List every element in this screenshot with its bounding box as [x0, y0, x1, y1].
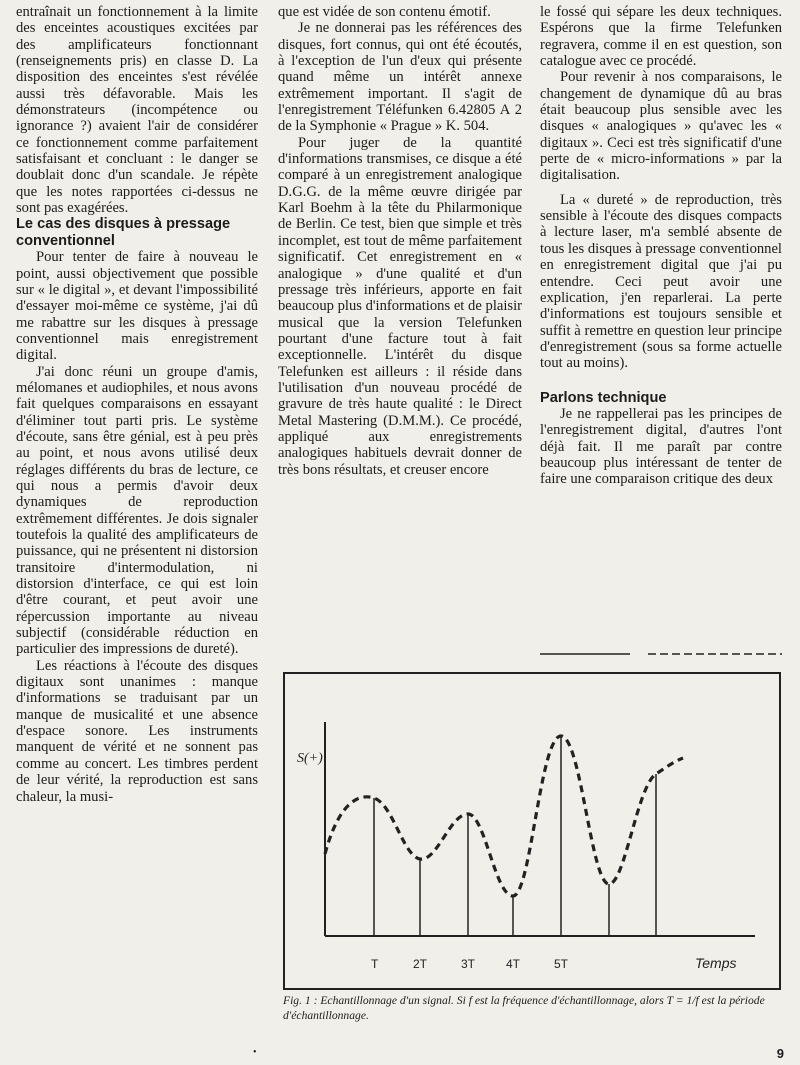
tick-label: 2T [413, 957, 428, 971]
paragraph: Pour juger de la quantité d'informations transmises, ce disque a été comparé à un enregistrement analogique D.G.G. de la même œuvre dirigée par Karl Boehm à la tête du Philarmonique de Berlin. Ce test, bien que simple et très incomplet, est tout de même parfaitement significatif. Cet enregistrement en « analogique » d'une qualité et d'un pressage très inférieurs, apporte en fait beaucoup plus d'informations et de plaisir musical que la version Telefunken pourtant d'une facture tout à fait exceptionnelle. L'intérêt du disque Telefunken est ailleurs : il réside dans l'utilisation d'un nouveau procédé de gravure de très haute qualité : le Direct Metal Mastering (D.M.M.). Ce procédé, appliqué aux enregistrements analogiques habituels devrait donner de très bons résultats, et creuser encore [278, 134, 522, 478]
tick-label: 4T [506, 957, 521, 971]
tick-label: 5T [554, 957, 569, 971]
paragraph: Je ne rappellerai pas les principes de l'enregistrement digital, d'autres l'ont déjà fait. Il me paraît par contre beaucoup plus intéressant de tenter de faire une comparaison critique des deux [540, 405, 782, 488]
sampling-figure [283, 672, 781, 990]
paragraph: La « dureté » de reproduction, très sensible à l'écoute des disques compacts à lecture laser, m'a semblé absente de tous les disques à pressage conventionnel en enregistrement digital que j'ai pu entendre. Ceci peut avoir une explication, j'en reparlerai. La perte d'informations est toujours sensible et suffit à remettre en question leur principe d'enregistrement (sous sa forme actuelle tout au moins). [540, 191, 782, 372]
y-axis-label: S(+) [297, 751, 323, 766]
page-number: 9 [776, 1046, 784, 1061]
paragraph: que est vidée de son contenu émotif. [278, 4, 491, 20]
paragraph: entraînait un fonctionnement à la limite des enceintes acoustiques excitées par des amplificateurs fonctionnant (renseignements pris) en classe D. La disposition des enceintes s'est révélée aussi très défavorable. Mais les démonstrateurs (incompétence ou ignorance ?) avaient l'air de considérer ce fonctionnement comme parfaitement satisfaisant et concluant : le danger se doublait donc d'un scandale. Je répète que les notes rapportées ci-dessus ne sont pas exagérées. [16, 4, 258, 217]
sampling-diagram [285, 674, 779, 988]
paragraph: J'ai donc réuni un groupe d'amis, mélomanes et audiophiles, et nous avons fait quelques comparaisons en essayant d'éliminer tout parti pris. Le système d'écoute, sans être génial, est à peu près au point, et nous avons utilisé deux réglages différents du bras de lecture, ce qui nous a permis d'avoir deux dynamiques de reproduction extrêmement différentes. Je dois signaler toutefois la qualité des amplificateurs de puissance, qui ne présentent ni distorsion transitoire d'intermodulation, ni distorsion d'interface, ce qui est loin d'être courant, et peut avoir une répercussion importante au niveau subjectif (considérable réduction en particulier des impressions de dureté). [16, 363, 258, 658]
text-column-1 [16, 4, 258, 805]
paragraph: Pour revenir à nos comparaisons, le changement de dynamique dû au bras était beaucoup plus sensible avec les disques « analogiques » qu'avec les « digitaux ». Ceci est très significatif d'une perte de « micro-informations » par la digitalisation. [540, 69, 782, 184]
paragraph: Je ne donnerai pas les références des disques, fort connus, qui ont été écoutés, à l'exception de l'un d'eux qui présente quand même un intérêt annexe extrêmement important. Il s'agit de l'enregistrement Téléfunken 6.42805 A 2 de la Symphonie « Prague » K. 504. [278, 20, 522, 135]
paragraph: Pour tenter de faire à nouveau le point, aussi objectivement que possible sur « le digital », et devant l'impossibilité d'essayer moi-même ce système, j'ai dû me rabattre sur les disques à pressage conventionnel mais enregistrement digital. [16, 249, 258, 364]
paragraph: le fossé qui sépare les deux techniques. Espérons que la firme Telefunken regravera, comme il en est question, son catalogue avec ce procédé. [540, 4, 782, 70]
dashed-separator [540, 652, 782, 656]
section-heading: Le cas des disques à pressage conventionnel [16, 216, 231, 249]
text-column-3 [540, 4, 782, 488]
section-heading: Parlons technique [540, 389, 667, 406]
tick-label: T [371, 957, 379, 971]
tick-label: 3T [461, 957, 476, 971]
signal-curve [325, 736, 683, 896]
x-axis-label: Temps [695, 955, 737, 971]
text-column-2 [278, 4, 522, 478]
figure-caption: Fig. 1 : Echantillonnage d'un signal. Si f est la fréquence d'échantillonnage, alors T = 1/f est la période d'échantillonnage. [283, 994, 765, 1022]
ink-dot: • [253, 1047, 257, 1058]
paragraph: Les réactions à l'écoute des disques digitaux sont unanimes : manque d'informations se traduisant par un manque de musicalité et une absence d'espace sonore. Les instruments manquent de vérité et ne sonnent pas comme au concert. Les timbres perdent de leur vérité, la reproduction est sans chaleur, la musi- [16, 657, 258, 805]
